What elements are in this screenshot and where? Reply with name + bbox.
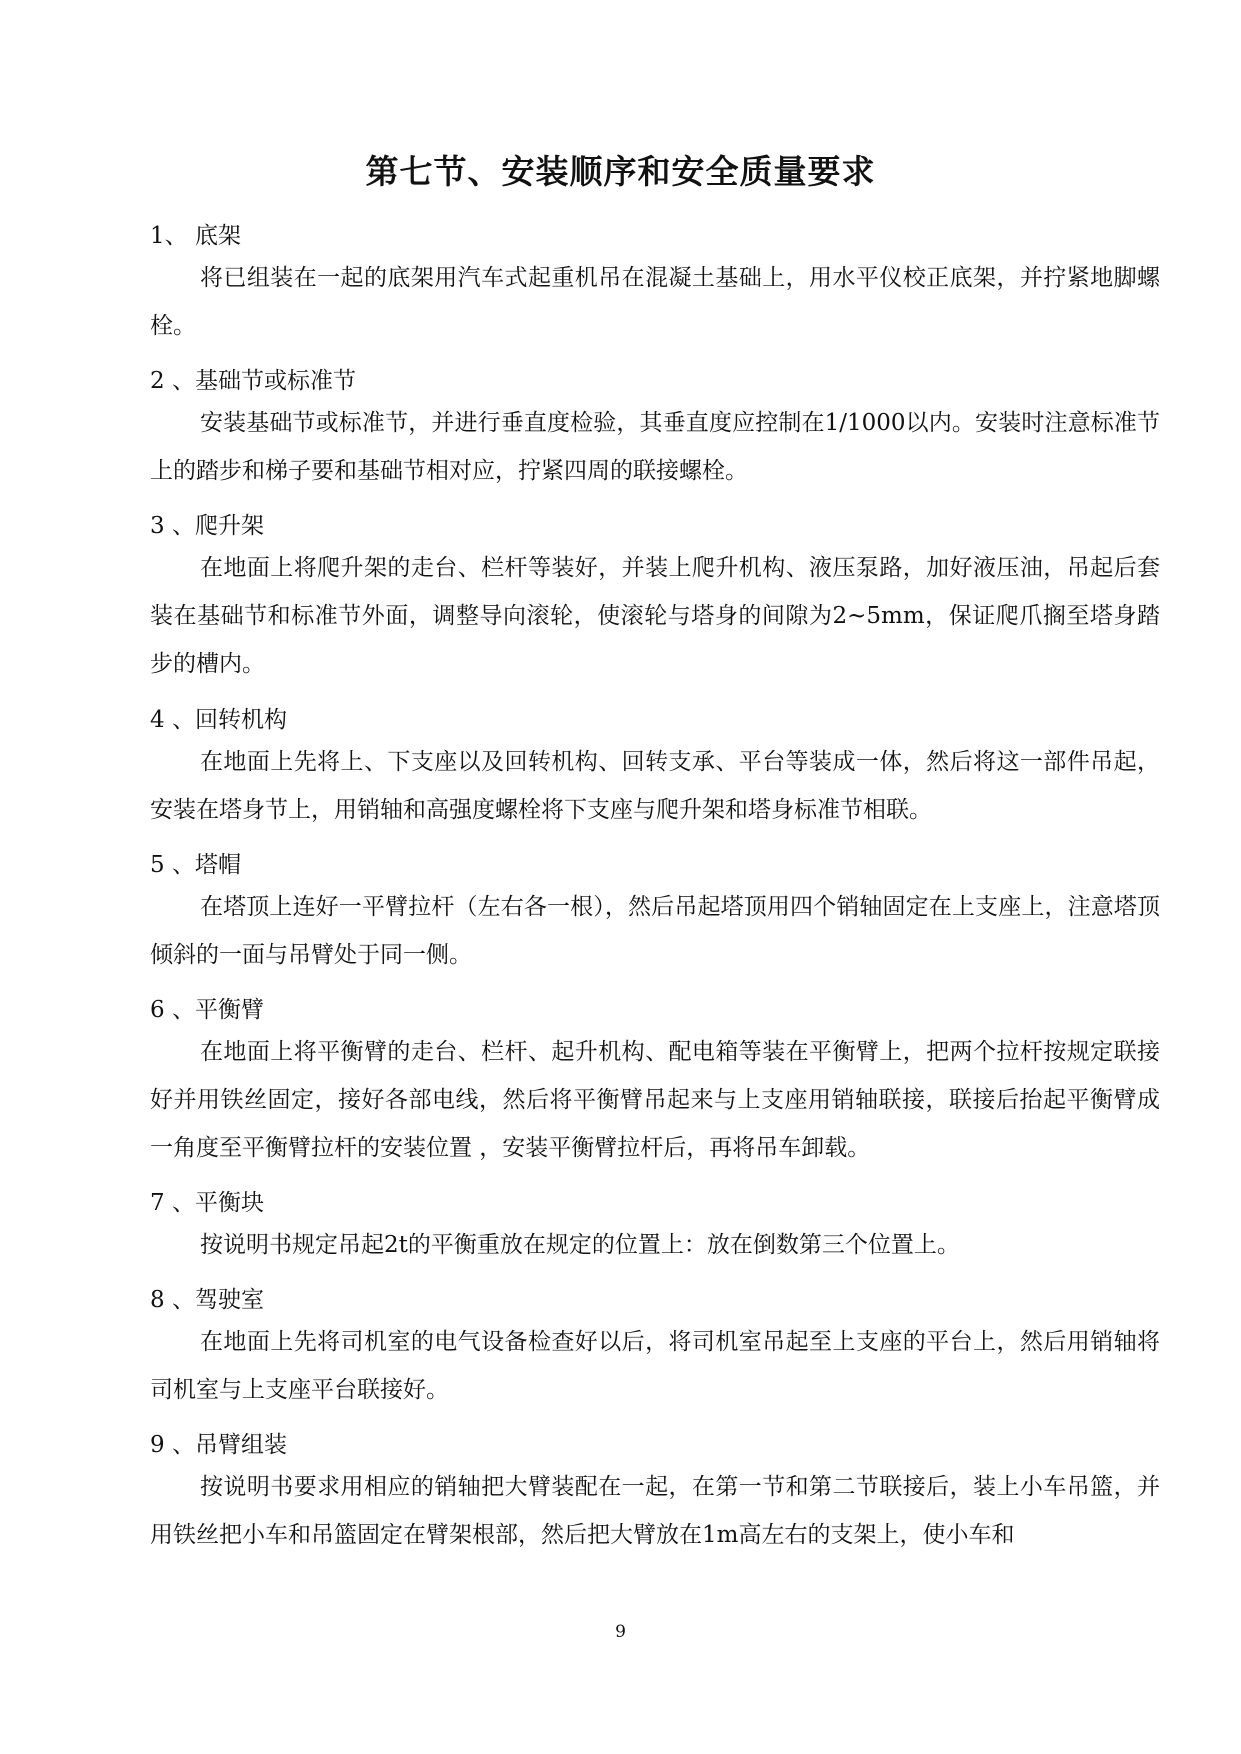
section-heading-7: 7 、平衡块 [150, 1190, 264, 1216]
section-text-9: 按说明书要求用相应的销轴把大臂装配在一起，在第一节和第二节联接后，装上小车吊篮，并用铁丝把小车和吊篮固定在臂架根部，然后把大臂放在1m高左右的支架上，使小车和 [150, 1474, 1160, 1548]
section-text-7: 按说明书规定吊起2t的平衡重放在规定的位置上：放在倒数第三个位置上。 [200, 1232, 960, 1258]
section-text-3: 在地面上将爬升架的走台、栏杆等装好，并装上爬升机构、液压泵路，加好液压油，吊起后套装在基础节和标准节外面，调整导向滚轮，使滚轮与塔身的间隙为2~5mm，保证爬爪搁至塔身踏步的槽内。 [150, 555, 1160, 677]
section-heading-8: 8 、驾驶室 [150, 1287, 264, 1313]
section-heading-4: 4 、回转机构 [150, 707, 287, 733]
page-title: 第七节、安装顺序和安全质量要求 [365, 152, 876, 191]
section-heading-2: 2 、基础节或标准节 [150, 368, 356, 394]
page-number: 9 [615, 1622, 626, 1642]
section-text-1: 将已组装在一起的底架用汽车式起重机吊在混凝土基础上，用水平仪校正底架，并拧紧地脚螺栓。 [150, 265, 1160, 339]
section-heading-3: 3 、爬升架 [150, 513, 264, 539]
section-text-4: 在地面上先将上、下支座以及回转机构、回转支承、平台等装成一体，然后将这一部件吊起，安装在塔身节上，用销轴和高强度螺栓将下支座与爬升架和塔身标准节相联。 [150, 749, 1160, 823]
section-text-8: 在地面上先将司机室的电气设备检查好以后，将司机室吊起至上支座的平台上，然后用销轴将司机室与上支座平台联接好。 [150, 1329, 1160, 1403]
section-heading-6: 6 、平衡臂 [150, 997, 264, 1023]
section-text-6: 在地面上将平衡臂的走台、栏杆、起升机构、配电箱等装在平衡臂上，把两个拉杆按规定联接好并用铁丝固定，接好各部电线，然后将平衡臂吊起来与上支座用销轴联接，联接后抬起平衡臂成一角度至平衡臂拉杆的安装位置 ，安装平衡臂拉杆后，再将吊车卸载。 [150, 1039, 1160, 1161]
section-heading-1: 1、 底架 [150, 223, 241, 249]
section-text-2: 安装基础节或标准节，并进行垂直度检验，其垂直度应控制在1/1000以内。安装时注意标准节上的踏步和梯子要和基础节相对应，拧紧四周的联接螺栓。 [150, 410, 1160, 484]
section-heading-9: 9 、吊臂组装 [150, 1432, 287, 1458]
section-heading-5: 5 、塔帽 [150, 852, 241, 878]
section-text-5: 在塔顶上连好一平臂拉杆（左右各一根），然后吊起塔顶用四个销轴固定在上支座上，注意塔顶倾斜的一面与吊臂处于同一侧。 [150, 894, 1160, 968]
